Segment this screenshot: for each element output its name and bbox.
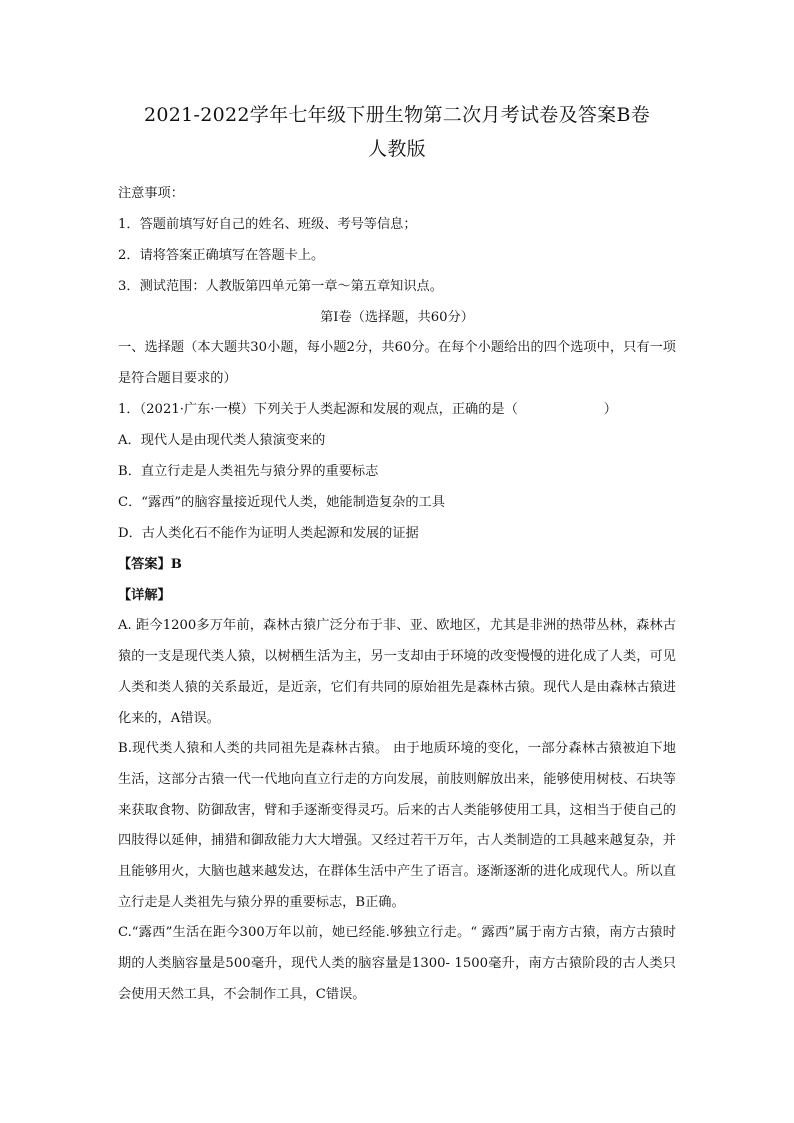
analysis-heading: 【详解】 xyxy=(118,588,171,604)
document-title-line2: 人教版 xyxy=(368,138,426,160)
option-d: D．古人类化石不能作为证明人类起源和发展的证据 xyxy=(118,526,419,542)
option-c: C．“露西”的脑容量接近现代人类，她能制造复杂的工具 xyxy=(118,495,445,511)
question-1-stem-text: 1．（2021·广东·一模）下列关于人类起源和发展的观点，正确的是（ xyxy=(118,402,518,418)
analysis-paragraph-c: C.“露西”生活在距今300万年以前，她已经能.够独立行走。“ 露西”属于南方古猿，南方古猿时期的人类脑容量是500毫升，现代人类的脑容量是1300- 1500毫升，南方古猿阶段的古人类只会使用天然工具，不会制作工具，C错误。 xyxy=(118,925,676,1002)
note-item-2: 2．请将答案正确填写在答题卡上。 xyxy=(118,248,325,263)
option-b: B．直立行走是人类祖先与猿分界的重要标志 xyxy=(118,464,379,480)
section-title: 第I卷（选择题，共60分） xyxy=(320,310,474,325)
answer-label: 【答案】B xyxy=(118,557,182,573)
document-title-line1: 2021-2022学年七年级下册生物第二次月考试卷及答案B卷 xyxy=(143,104,651,126)
question-1-stem-close: ） xyxy=(603,402,617,418)
note-item-1: 1．答题前填写好自己的姓名、班级、考号等信息； xyxy=(118,217,417,232)
note-item-3: 3．测试范围：人教版第四单元第一章～第五章知识点。 xyxy=(118,279,443,294)
option-a: A．现代人是由现代类人猿演变来的 xyxy=(118,433,326,449)
analysis-paragraph-b: B.现代类人猿和人类的共同祖先是森林古猿。 由于地质环境的变化，一部分森林古猿被迫下地生活，这部分古猿一代一代地向直立行走的方向发展，前肢则解放出来，能够使用树枝、石块等来获取食物、防御敌害，臂和手逐渐变得灵巧。后来的古人类能够使用工具，这相当于使自己的四肢得以延伸，捕猎和御敌能力大大增强。又经过若干万年，古人类制造的工具越来越复杂，并且能够用火，大脑也越来越发达，在群体生活中产生了语言。逐渐逐渐的进化成现代人。所以直立行走是人类祖先与猿分界的重要标志，B正确。 xyxy=(118,741,676,910)
question-1-stem xyxy=(118,394,676,425)
part-heading: 一、选择题（本大题共30小题，每小题2分，共60分。在每个小题给出的四个选项中，只有一项是符合题目要求的） xyxy=(118,340,676,386)
analysis-paragraph-a: A. 距今1200多万年前，森林古猿广泛分布于非、亚、欧地区，尤其是非洲的热带丛林，森林古猿的一支是现代类人猿，以树栖生活为主，另一支却由于环境的改变慢慢的进化成了人类，可见人类和类人猿的关系最近，是近亲，它们有共同的原始祖先是森林古猿。现代人是由森林古猿进化来的，A错误。 xyxy=(118,618,676,726)
notes-heading: 注意事项： xyxy=(118,186,184,201)
